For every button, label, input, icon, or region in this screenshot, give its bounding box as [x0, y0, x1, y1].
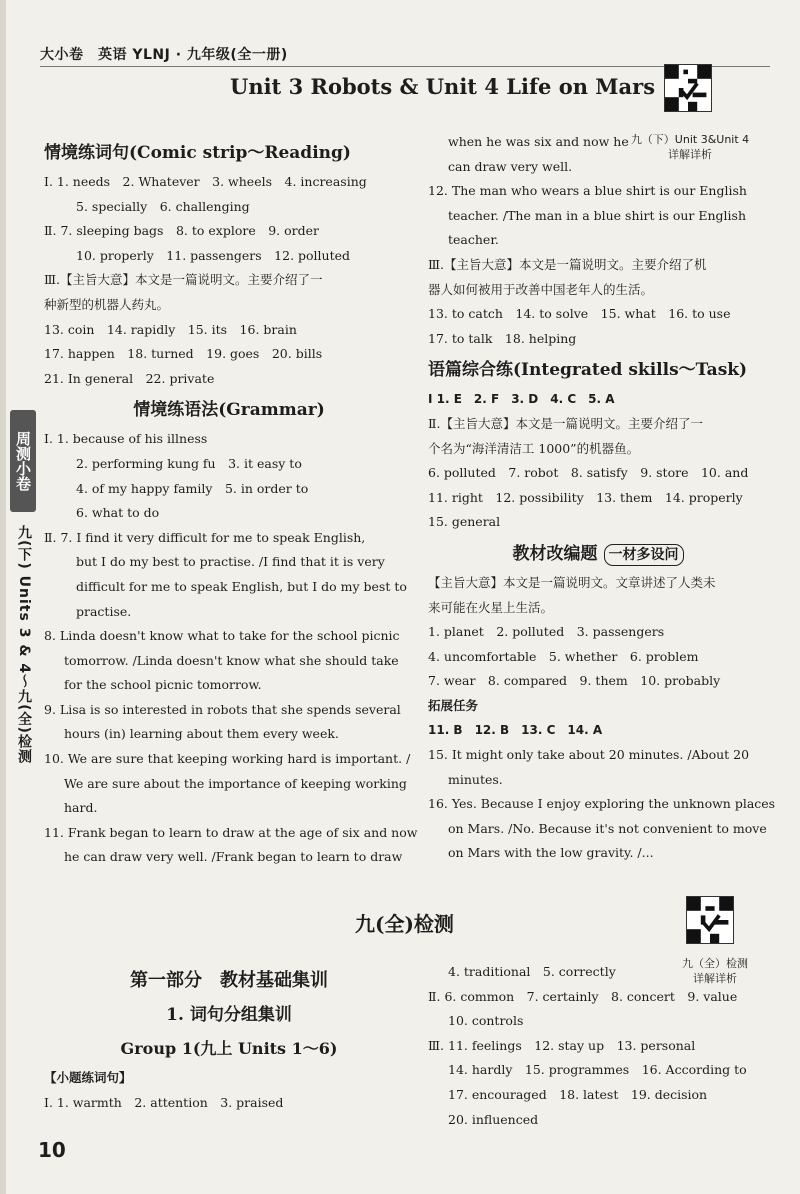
section-heading — [428, 539, 768, 569]
textbook-adaptation-title: 教材改编题 — [512, 543, 598, 564]
answer-line: Ⅱ. 7. I find it very difficult for me to speak English, — [44, 529, 366, 545]
qr-caption: 九（全）检测 详解详析 — [682, 957, 748, 985]
answer-line: hours (in) learning about them every week. — [64, 726, 339, 742]
bottom-left-column — [44, 962, 414, 1115]
answer-line: hard. — [64, 800, 98, 816]
part-heading: 第一部分 教材基础集训 — [130, 970, 328, 991]
answer-line: Ⅰ. 1. needs 2. Whatever 3. wheels 4. increasing — [44, 174, 367, 189]
answer-line: 13. coin 14. rapidly 15. its 16. brain — [44, 321, 297, 337]
exercise-tag: 【小题练词句】 — [44, 1070, 132, 1085]
answer-line: 17. encouraged 18. latest 19. decision — [448, 1086, 708, 1102]
answer-line: 4. uncomfortable 5. whether 6. problem — [428, 648, 699, 664]
answer-line: on Mars with the low gravity. /... — [448, 845, 654, 861]
answer-line: difficult for me to speak English, but I do my best to — [76, 578, 407, 594]
multi-question-tag: 一材多设问 — [604, 544, 684, 566]
qr-caption: 九（下）Unit 3&Unit 4 详解详析 — [630, 133, 750, 161]
answer-line: 10. properly 11. passengers 12. polluted — [76, 247, 351, 263]
answer-line: 种新型的机器人药丸。 — [44, 296, 170, 312]
answer-line: when he was six and now he — [448, 134, 629, 149]
answer-line: Ⅲ. 11. feelings 12. stay up 13. personal — [428, 1037, 696, 1053]
group-heading: Group 1(九上 Units 1～6) — [120, 1039, 338, 1058]
answer-line: minutes. — [448, 771, 503, 787]
section-heading: 情境练词句(Comic strip～Reading) — [44, 143, 351, 163]
weekly-test-tag: 周测小卷 — [10, 410, 36, 512]
answer-line: Ⅱ.【主旨大意】本文是一篇说明文。主要介绍了一 — [428, 415, 703, 431]
answer-line: can draw very well. — [448, 158, 573, 174]
answer-line: 17. happen 18. turned 19. goes 20. bills — [44, 346, 323, 362]
answer-line: 11. B 12. B 13. C 14. A — [428, 723, 603, 738]
answer-line: tomorrow. /Linda doesn't know what she should take — [64, 652, 399, 668]
answer-line: 10. We are sure that keeping working hard is important. / — [44, 751, 411, 767]
page-title: Unit 3 Robots & Unit 4 Life on Mars — [230, 74, 656, 99]
section-heading: 语篇综合练(Integrated skills～Task) — [428, 360, 748, 381]
answer-line: Ⅲ.【主旨大意】本文是一篇说明文。主要介绍了一 — [44, 272, 323, 288]
side-unit-label: 九(下) Units 3 & 4～九(全)检测 — [16, 525, 32, 764]
right-column — [428, 130, 776, 866]
answer-line: 13. to catch 14. to solve 15. what 16. to use — [428, 306, 731, 322]
answer-line: Ⅱ. 7. sleeping bags 8. to explore 9. order — [44, 223, 319, 239]
answer-line: 器人如何被用于改善中国老年人的生活。 — [428, 281, 654, 297]
answer-line: 17. to talk 18. helping — [428, 330, 577, 346]
answer-line: 个名为“海洋清洁工 1000”的机器鱼。 — [428, 440, 640, 456]
answer-line: but I do my best to practise. /I find that it is very — [76, 554, 385, 570]
answer-line: 7. wear 8. compared 9. them 10. probably — [428, 673, 721, 689]
header-rule — [40, 66, 770, 67]
answer-line: 6. what to do — [76, 505, 160, 521]
test-title: 九(全)检测 — [355, 912, 454, 936]
running-header: 大小卷 英语 YLNJ · 九年级(全一册) — [40, 47, 288, 63]
qr-code-icon[interactable] — [686, 896, 734, 944]
answer-line: 10. controls — [448, 1013, 524, 1029]
answer-line: 【主旨大意】本文是一篇说明文。文章讲述了人类未 — [428, 574, 716, 590]
answer-line: 15. general — [428, 514, 501, 530]
answer-line: 4. of my happy family 5. in order to — [76, 480, 309, 496]
section-heading: 情境练语法(Grammar) — [133, 400, 325, 421]
answer-line: he can draw very well. /Frank began to learn to draw — [64, 849, 403, 865]
left-column — [44, 134, 418, 870]
answer-line: for the school picnic tomorrow. — [64, 677, 262, 693]
answer-line: We are sure about the importance of keeping working — [64, 775, 407, 791]
page-edge — [0, 0, 6, 1194]
answer-line: 9. Lisa is so interested in robots that she spends several — [44, 701, 401, 717]
answer-line: 16. Yes. Because I enjoy exploring the unknown places — [428, 796, 776, 812]
answer-line: practise. — [76, 603, 132, 619]
answer-line: 15. It might only take about 20 minutes. /About 20 — [428, 747, 750, 763]
answer-line: 20. influenced — [448, 1111, 539, 1127]
page-number: 10 — [38, 1138, 66, 1162]
answer-line: 14. hardly 15. programmes 16. According to — [448, 1062, 747, 1078]
answer-line: 8. Linda doesn't know what to take for the school picnic — [44, 628, 400, 644]
answer-line: 21. In general 22. private — [44, 370, 215, 386]
sub-heading: 1. 词句分组集训 — [166, 1005, 292, 1025]
answer-line: 5. specially 6. challenging — [76, 198, 250, 214]
answer-line: Ⅰ. 1. warmth 2. attention 3. praised — [44, 1094, 284, 1110]
answer-line: Ⅲ.【主旨大意】本文是一篇说明文。主要介绍了机 — [428, 256, 707, 272]
answer-line: 11. Frank began to learn to draw at the age of six and now — [44, 824, 418, 840]
answer-line: Ⅰ 1. E 2. F 3. D 4. C 5. A — [428, 392, 615, 407]
answer-line: 11. right 12. possibility 13. them 14. properly — [428, 489, 743, 505]
answer-line: 1. planet 2. polluted 3. passengers — [428, 624, 665, 640]
answer-line: teacher. — [448, 232, 499, 248]
qr-code-icon[interactable] — [664, 64, 712, 112]
answer-line: 4. traditional 5. correctly — [448, 964, 616, 979]
answer-line: 来可能在火星上生活。 — [428, 599, 554, 615]
extension-task-label: 拓展任务 — [428, 697, 479, 713]
answer-line: 2. performing kung fu 3. it easy to — [76, 455, 302, 471]
answer-line: on Mars. /No. Because it's not convenient to move — [448, 820, 767, 836]
answer-line: Ⅱ. 6. common 7. certainly 8. concert 9. value — [428, 988, 738, 1004]
answer-line: 6. polluted 7. robot 8. satisfy 9. store 10. and — [428, 465, 749, 481]
answer-line: Ⅰ. 1. because of his illness — [44, 431, 208, 447]
answer-line: 12. The man who wears a blue shirt is our English — [428, 183, 747, 199]
answer-line: teacher. /The man in a blue shirt is our English — [448, 207, 747, 223]
